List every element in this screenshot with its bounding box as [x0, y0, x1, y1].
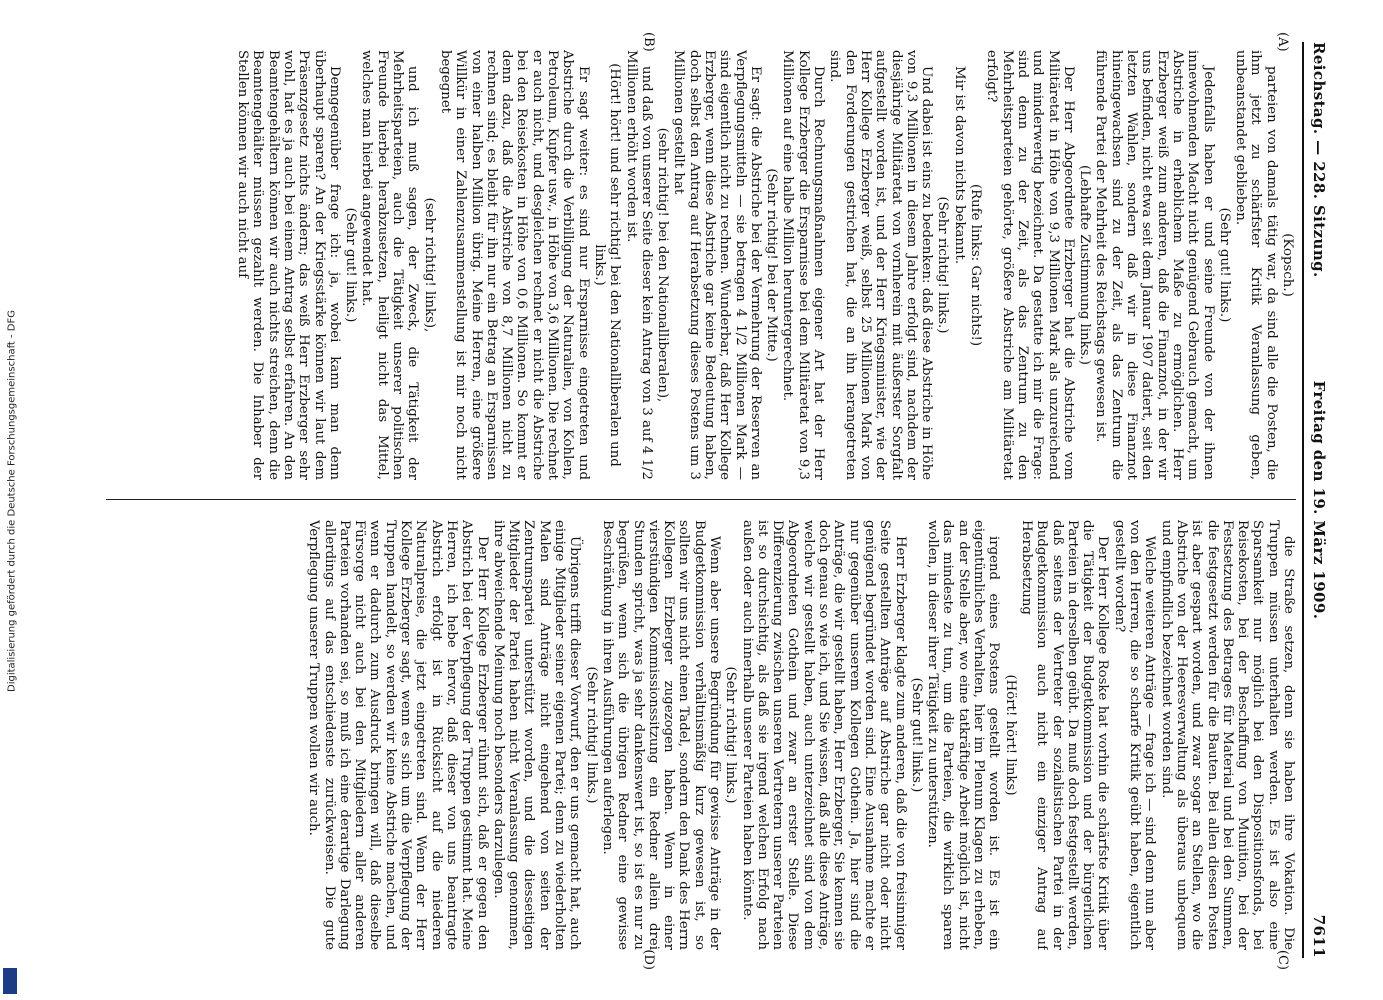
newspaper-page — [46, 30, 1336, 970]
header-left: Reichstag. — 228. Sitzung. — [1310, 42, 1328, 278]
left-column — [106, 50, 1296, 480]
speech-interjection: (Sehr gut! links.) — [343, 207, 359, 323]
dfg-logo — [3, 968, 17, 994]
speech-interjection: (sehr richtig! bei den Nationalliberalen), — [655, 127, 671, 403]
paragraph: Der Herr Abgeordnete Erzberger hat die Abstriche vom Militäretat in Höhe von 9,3 Millionen Mark als unzureichend und minderwertig bezeichnet. Da gestatte ich mir die Frage: sind denn zu der Zeit, als das Zentrum zu den Mehrheitsparteien gehörte, größere Abstriche am Militäretat erfolgt? — [984, 50, 1076, 480]
paragraph: irgend eines Postens gestellt worden ist. Es ist ein eigentümliches Verhalten, hier im Plenum Klagen zu erheben, an der Stelle aber, wo eine tatkräftige Arbeit möglich ist, nicht das mindeste zu tun, um die Parteien, die wirklich sparen wollen, in dieser ihrer Tätigkeit zu unterstützen. — [925, 520, 1002, 950]
margin-marker-c: (C) — [1275, 949, 1290, 970]
right-column — [106, 520, 1296, 950]
paragraph: Mir ist davon nichts bekannt. — [951, 66, 967, 265]
speech-interjection: (Sehr richtig! links.) — [583, 666, 599, 804]
speech-interjection: (Lebhafte Zustimmung links.) — [1077, 165, 1093, 365]
paragraph: Der Herr Kollege Erzberger rühmt sich, daß er gegen den Abstrich bei der Verpflegung der Truppen gestimmt hat. Meine Herren, ich hebe hervor, daß dieser von uns beantragte Abstrich erfolgt ist in Rücksicht auf die niederen Naturalpreise, die jetzt eingetreten sind. Wenn der Herr Kollege Erzberger sagt, wenn es sich um die Verpflegung der Truppen handelt, so werden wir keine Abstriche machen, und wenn er dadurch zum Ausdruck bringen will, daß dieselbe Fürsorge nicht auch bei den Mitgliedern aller anderen Parteien vorhanden sei, so muß ich eine derartige Darlegung allerdings auf das entschiedenste zurückweisen. Die gute Verpflegung unserer Truppen wollen wir auch. — [306, 520, 490, 950]
page-header — [1302, 42, 1328, 958]
header-date: Freitag den 19. März 1909. — [1310, 380, 1328, 620]
paragraph: und daß von unserer Seite dieser kein Antrag von 3 auf 4 1/2 Millionen erhöht worden ist. — [623, 50, 654, 480]
paragraph: Und dabei ist eins zu bedenken: daß diese Abstriche in Höhe von 9,3 Millionen in diesem Jahre erfolgt sind, nachdem der diesjährige Militäretat von vornherein mit äußerster Sorgfalt aufgestellt worden ist, und der Herr Kriegsminister, wie der Herr Kollege Erzberger weiß, selbst 25 Millionen Mark von den Forderungen gestrichen hat, die an ihn herangetreten sind. — [827, 50, 935, 480]
paragraph: Herr Erzberger klagte zum anderen, daß die von freisinniger Seite gestellten Anträge auf Abstriche gar nicht oder nicht genügend begründet worden sind. Eine Ausnahme machte er nur gegenüber unserem Kollegen Gothein. Ja, hier sind die Anträge, die wir gestellt haben, Herr Erzberger, Sie kennen sie doch genau so wie ich, und Sie wissen, daß alle diese Anträge, welche wir gestellt haben, auch unterzeichnet sind von dem Abgeordneten Gothein und zwar an erster Stelle. Diese Differenzierung zwischen unseren Vertretern unserer Parteien ist so durchsichtig, als daß sie irgend welchen Erfolg nach außen oder auch innerhalb unserer Parteien haben könnte. — [739, 520, 908, 950]
paragraph: und ich muß sagen, der Zweck, die Tätigkeit der Mehrheitsparteien, auch die Tätigkeit unserer politischen Freunde hierbei herabzusetzen, heiligt nicht das Mittel, welches man hierbei angewendet hat. — [359, 50, 421, 480]
column-divider — [106, 499, 1296, 500]
margin-marker-a: (A) — [1275, 32, 1290, 52]
speech-interjection: (Sehr richtig! links.) — [935, 196, 951, 334]
paragraph: Jedenfalls haben er und seine Freunde von der ihnen innewohnenden Macht nicht genügend Gebrauch gemacht, um Abstriche in erheblichem Maße zu ermöglichen. Herr Erzberger weiß zum anderen, daß die Finanznot, in der wir uns befinden, nicht etwa seit dem Januar 1907 datiert, seit den letzten Wahlen, sondern daß wir in diese Finanznot hineingewachsen sind zu der Zeit, als das Zentrum die führende Partei der Mehrheit des Reichstags gewesen ist. — [1093, 50, 1216, 480]
page-number: 7611 — [1310, 914, 1328, 958]
paragraph: Er sagt weiter: es sind nur Ersparnisse eingetreten und Abstriche durch die Verbilligung der Naturalien, von Kohlen, Petroleum, Kupfer usw., in Höhe von 3,6 Millionen. Die rechnet er auch nicht, und desgleichen rechnet er nicht die Abstriche bei den Reisekosten in Höhe von 0,6 Millionen. So kommt er denn dazu, daß die Abstriche von 8,7 Millionen nicht zu rechnen sind; es bleibt für ihn nur ein Betrag an Ersparnissen von einer halben Million übrig. Meine Herren, eine größere Willkür in einer Zahlenzusammenstellung ist mir noch nicht begegnet — [437, 50, 591, 480]
speech-interjection: (Sehr gut! links.) — [908, 677, 924, 793]
paragraph: parteien von damals tätig war, da sind alle die Posten, die ihm jetzt zu schärfster Kritik Veranlassung geben, unbeanstandet geblieben. — [1233, 50, 1279, 480]
speech-interjection: (Hört! hört! und sehr richtig! bei den Nationalliberalen und links.) — [591, 63, 623, 467]
speech-interjection: (Rufe links: Gar nichts!) — [968, 183, 984, 347]
paragraph: Welche weiteren Anträge — frage ich — sind denn nun aber von den Herren, die so scharfe Kritik geübt haben, eigentlich gestellt worden? — [1111, 520, 1158, 950]
header-rule — [1302, 42, 1304, 958]
paragraph: Wenn aber unsere Begründung für gewisse Anträge in der Budgetkommission verhältnismäßig kurz gewesen ist, so sollten wir uns nicht einen Tadel, sondern den Dank des Herrn Kollegen Erzberger zugezogen haben. Wenn in einer vierstündigen Kommissionssitzung ein Redner allein drei Stunden spricht, was ja sehr dankenswert ist, so ist es nur zu begrüßen, wenn sich die übrigen Redner eine gewisse Beschränkung in ihren Ausführungen auferlegen. — [599, 520, 723, 950]
paragraph: die Straße setzen, denn sie haben ihre Vokation. Die Truppen müssen unterhalten werden. Es ist also eine Sparsamkeit nur möglich bei den Dispositionsfonds, bei Reisekosten, bei der Beschaffung von Munition, bei der Festsetzung des Betrages für Material und bei den Summen, die festgesetzt werden für die Bauten. Bei allen diesen Posten ist aber gespart worden, und zwar sogar an Stellen, wo die Abstriche von der Heeresverwaltung als überaus unbequem und empfindlich bezeichnet worden sind. — [1158, 520, 1296, 950]
speech-interjection: (Sehr richtig! bei der Mitte.) — [764, 168, 780, 362]
speech-interjection: (Hört! hört! links) — [1002, 674, 1018, 796]
digitization-note: Digitalisierung gefördert durch die Deutsche Forschungsgemeinschaft - DFG — [6, 309, 18, 693]
paragraph: Durch Rechnungsmaßnahmen eigener Art hat der Herr Kollege Erzberger die Ersparnisse bei dem Militäretat von 9,3 Millionen auf eine halbe Million heruntergerechnet. — [780, 50, 827, 480]
speech-interjection: (sehr richtig! links), — [421, 197, 437, 333]
margin-marker-d: (D) — [641, 949, 656, 970]
paragraph: Der Herr Kollege Roske hat vorhin die schärfste Kritik über die Tätigkeit der Budgetkommission und der bürgerlichen Parteien in derselben geübt. Da muß doch festgestellt werden, daß seitens der Vertreter der sozialistischen Partei in der Budgetkommission auch nicht ein einziger Antrag auf Herabsetzung — [1018, 520, 1111, 950]
speech-interjection: (Sehr richtig! links.) — [723, 666, 739, 804]
paragraph: Er sagt: die Abstriche bei der Vermehrung der Reserven an Verpflegungsmitteln — sie betragen 4 1/2 Millionen Mark — sind eigentlich nicht zu rechnen. Wunderbar, daß Herr Kollege Erzberger, wenn diese Abstriche gar keine Bedeutung haben, doch selbst den Antrag auf Herabsetzung dieses Postens um 3 Millionen gestellt hat — [671, 50, 763, 480]
paragraph: Demgegenüber frage ich: ja, wobei kann man denn überhaupt sparen? An der Kriegsstärke können wir laut dem Präsenzgesetz nichts ändern; das weiß Herr Erzberger sehr wohl, hat es ja auch bei einem Antrag selbst erfahren. An den Beamtengehältern können wir auch nichts streichen, denn die Beamtengehälter müssen gezahlt werden. Die Inhaber der Stellen können wir auch nicht auf — [235, 50, 342, 480]
margin-marker-b: (B) — [641, 32, 656, 52]
speech-interjection: (Sehr gut! links.) — [1216, 207, 1232, 323]
paragraph: Übrigens trifft dieser Vorwurf, den er uns gemacht hat, auch einige Mitglieder seiner eigenen Partei; denn zu wiederholten Malen sind Anträge nicht eingehend von seiten der Zentrumspartei unterstützt worden, und die diesseitigen Mitglieder der Partei haben nicht Veranlassung genommen, ihre abweichende Meinung noch besonders darzulegen. — [490, 520, 583, 950]
speech-interjection: (Kopsch.) — [1280, 233, 1295, 297]
